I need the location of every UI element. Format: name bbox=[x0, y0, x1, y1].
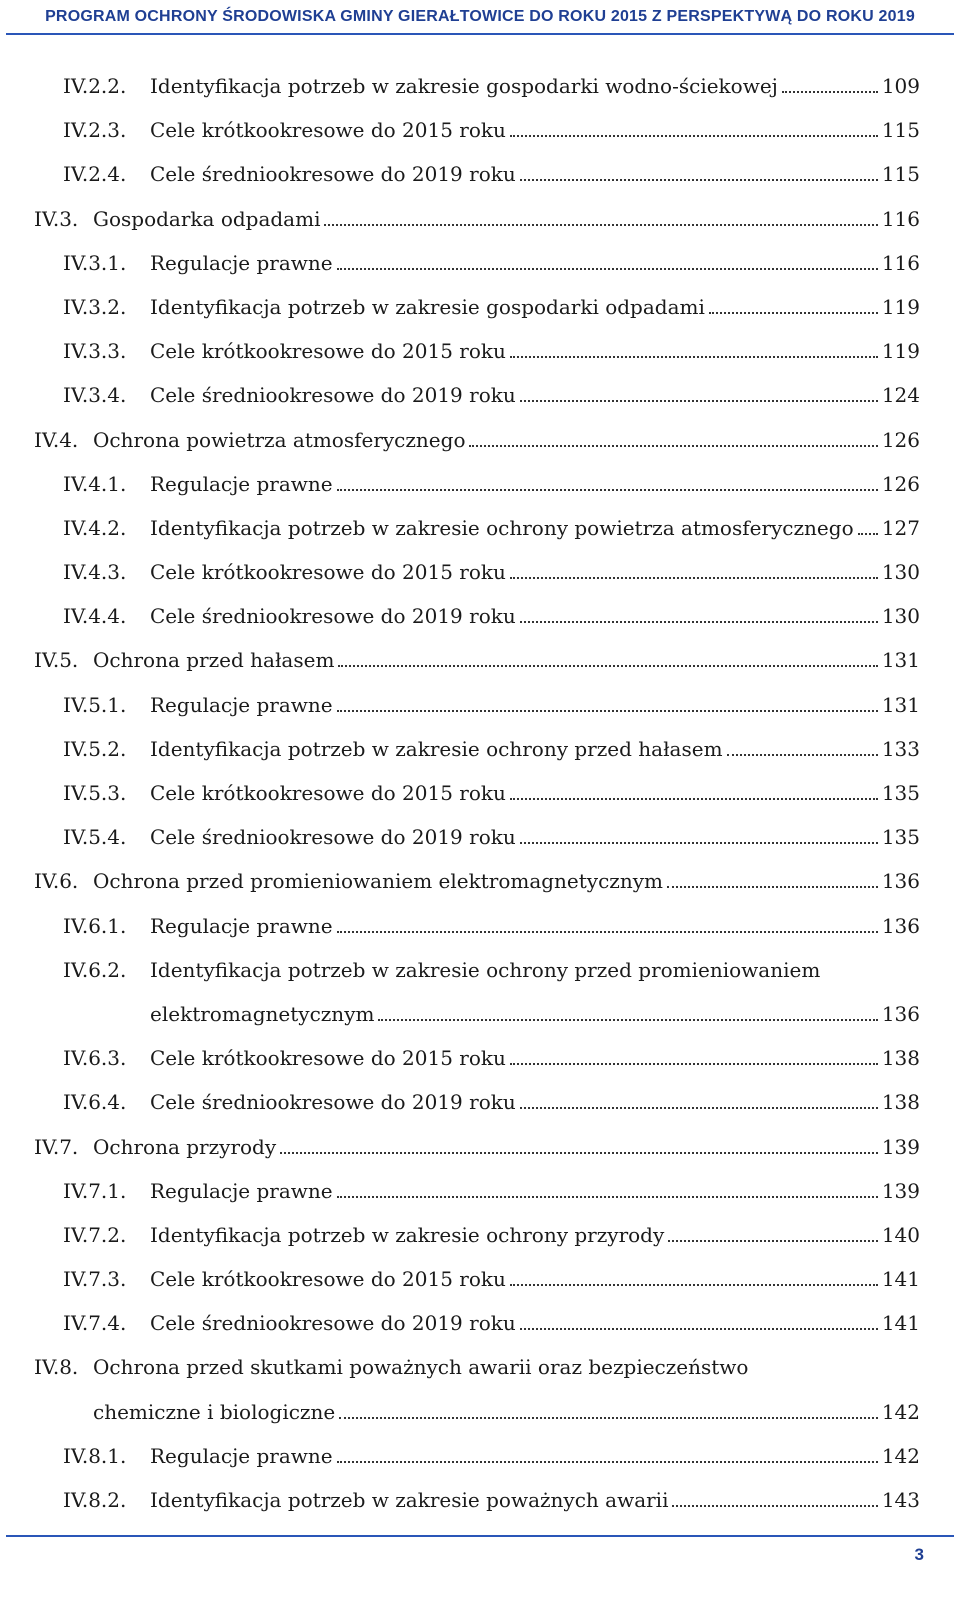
toc-entry-page: 109 bbox=[881, 74, 920, 98]
toc-entry[interactable] bbox=[0, 1219, 960, 1263]
toc-entry-title: Cele krótkookresowe do 2015 roku bbox=[150, 339, 506, 364]
toc-entry[interactable] bbox=[0, 468, 960, 512]
toc-entry[interactable] bbox=[0, 335, 960, 379]
toc-entry-number: IV.3.1. bbox=[63, 250, 127, 275]
toc-entry[interactable] bbox=[0, 1263, 960, 1307]
toc-dot-leader bbox=[520, 842, 878, 844]
toc-entry-page: 138 bbox=[881, 1046, 920, 1071]
toc-entry-page: 139 bbox=[881, 1134, 920, 1159]
toc-entry-number: IV.6.3. bbox=[63, 1046, 127, 1071]
toc-entry[interactable] bbox=[0, 600, 960, 644]
toc-dot-leader bbox=[339, 1417, 878, 1419]
toc-entry[interactable] bbox=[0, 158, 960, 202]
toc-dot-leader bbox=[510, 1284, 878, 1286]
toc-entry-title: Ochrona przed hałasem bbox=[93, 648, 335, 673]
toc-entry-title: Cele średniookresowe do 2019 roku bbox=[150, 383, 516, 408]
toc-entry-number: IV.8.1. bbox=[63, 1443, 127, 1468]
toc-entry[interactable] bbox=[0, 1175, 960, 1219]
toc-entry-title: elektromagnetycznym bbox=[150, 1001, 375, 1026]
toc-dot-leader bbox=[709, 312, 878, 314]
toc-entry-page: 116 bbox=[881, 250, 920, 275]
toc-entry-number: IV.5.3. bbox=[63, 781, 127, 805]
toc-dot-leader bbox=[337, 1461, 878, 1463]
page-number: 3 bbox=[914, 1545, 924, 1564]
toc-dot-leader bbox=[510, 1063, 878, 1065]
toc-dot-leader bbox=[337, 268, 878, 270]
toc-entry-title: Regulacje prawne bbox=[150, 471, 333, 496]
toc-entry-number: IV.3.3. bbox=[63, 339, 127, 364]
page-header bbox=[0, 0, 960, 34]
toc-entry[interactable] bbox=[0, 70, 960, 114]
toc-entry-number: IV.5.2. bbox=[63, 736, 127, 761]
toc-entry-number: IV.3. bbox=[34, 206, 79, 231]
toc-entry-title: Ochrona powietrza atmosferycznego bbox=[93, 427, 466, 452]
toc-entry[interactable] bbox=[0, 379, 960, 423]
toc-entry-page: 141 bbox=[881, 1267, 920, 1292]
toc-entry-number: IV.6. bbox=[34, 869, 79, 894]
toc-entry-number: IV.8.2. bbox=[63, 1488, 127, 1512]
toc-entry-number: IV.7.2. bbox=[63, 1222, 127, 1247]
toc-entry[interactable] bbox=[0, 644, 960, 688]
toc-entry[interactable] bbox=[0, 733, 960, 777]
toc-entry-title: Identyfikacja potrzeb w zakresie ochrony powietrza atmosferycznego bbox=[150, 515, 854, 540]
header-divider bbox=[6, 33, 954, 35]
toc-entry-title: Cele krótkookresowe do 2015 roku bbox=[150, 1046, 506, 1071]
toc-dot-leader bbox=[667, 886, 878, 888]
toc-entry-page: 119 bbox=[881, 294, 920, 319]
toc-entry[interactable] bbox=[0, 689, 960, 733]
toc-entry-page: 126 bbox=[881, 471, 920, 496]
toc-entry-number: IV.4.4. bbox=[63, 604, 127, 629]
toc-entry[interactable] bbox=[0, 865, 960, 909]
toc-entry-number: IV.4.2. bbox=[63, 515, 127, 540]
toc-entry[interactable] bbox=[0, 512, 960, 556]
toc-entry[interactable] bbox=[0, 424, 960, 468]
toc-entry-page: 142 bbox=[881, 1399, 920, 1424]
toc-entry-title: Cele krótkookresowe do 2015 roku bbox=[150, 118, 506, 143]
toc-entry-title: Cele krótkookresowe do 2015 roku bbox=[150, 560, 506, 585]
toc-dot-leader bbox=[337, 931, 878, 933]
toc-entry-title: Ochrona przyrody bbox=[93, 1134, 277, 1159]
toc-entry[interactable] bbox=[0, 1042, 960, 1086]
toc-entry-number: IV.2.4. bbox=[63, 162, 127, 187]
toc-entry-page: 131 bbox=[881, 692, 920, 717]
toc-entry[interactable] bbox=[0, 247, 960, 291]
toc-entry[interactable] bbox=[0, 556, 960, 600]
toc-entry-page: 119 bbox=[881, 339, 920, 364]
toc-entry-title: Cele krótkookresowe do 2015 roku bbox=[150, 1267, 506, 1292]
toc-dot-leader bbox=[510, 135, 878, 137]
toc-entry-number: IV.2.2. bbox=[63, 74, 127, 98]
toc-entry-title: Ochrona przed skutkami poważnych awarii oraz bezpieczeństwo bbox=[93, 1355, 749, 1380]
toc-entry-title: Regulacje prawne bbox=[150, 913, 333, 938]
toc-entry-title: Gospodarka odpadami bbox=[93, 206, 321, 231]
toc-dot-leader bbox=[520, 621, 878, 623]
toc-entry-page: 138 bbox=[881, 1090, 920, 1115]
toc-entry-page: 136 bbox=[881, 869, 920, 894]
toc-entry-number: IV.3.4. bbox=[63, 383, 127, 408]
toc-entry-number: IV.2.3. bbox=[63, 118, 127, 143]
toc-entry-number: IV.6.4. bbox=[63, 1090, 127, 1115]
toc-entry-number: IV.3.2. bbox=[63, 294, 127, 319]
toc-entry-number: IV.6.1. bbox=[63, 913, 127, 938]
toc-dot-leader bbox=[858, 533, 878, 535]
toc-entry-number: IV.5.4. bbox=[63, 825, 127, 850]
document-title: PROGRAM OCHRONY ŚRODOWISKA GMINY GIERAŁTOWICE DO ROKU 2015 Z PERSPEKTYWĄ DO ROKU 2019 bbox=[45, 8, 915, 25]
toc-entry-title: Identyfikacja potrzeb w zakresie ochrony przed promieniowaniem bbox=[150, 957, 821, 982]
toc-entry-page: 127 bbox=[881, 515, 920, 540]
toc-entry[interactable] bbox=[0, 114, 960, 158]
toc-entry-number: IV.5. bbox=[34, 648, 79, 673]
toc-entry[interactable] bbox=[0, 910, 960, 954]
toc-dot-leader bbox=[510, 798, 878, 800]
toc-entry-page: 135 bbox=[881, 781, 920, 805]
toc-entry-page: 115 bbox=[881, 118, 920, 143]
toc-dot-leader bbox=[337, 1196, 878, 1198]
toc-entry-number: IV.6.2. bbox=[63, 957, 127, 982]
toc-entry-title: Regulacje prawne bbox=[150, 692, 333, 717]
toc-entry-page: 143 bbox=[881, 1488, 920, 1512]
toc-entry[interactable] bbox=[0, 1484, 960, 1528]
toc-entry-page: 115 bbox=[881, 162, 920, 187]
toc-dot-leader bbox=[520, 1107, 878, 1109]
toc-entry[interactable] bbox=[0, 1440, 960, 1484]
toc-entry[interactable] bbox=[0, 291, 960, 335]
toc-entry-page: 133 bbox=[881, 736, 920, 761]
toc-entry-title: Identyfikacja potrzeb w zakresie poważnych awarii bbox=[150, 1488, 669, 1512]
toc-entry[interactable] bbox=[0, 1086, 960, 1130]
toc-dot-leader bbox=[520, 400, 878, 402]
toc-entry[interactable] bbox=[0, 821, 960, 865]
toc-dot-leader bbox=[520, 1328, 878, 1330]
toc-entry-title: Identyfikacja potrzeb w zakresie gospodarki wodno-ściekowej bbox=[150, 74, 778, 98]
toc-entry[interactable] bbox=[0, 954, 960, 998]
toc-dot-leader bbox=[668, 1240, 878, 1242]
toc-dot-leader bbox=[338, 665, 877, 667]
toc-entry-page: 140 bbox=[881, 1222, 920, 1247]
toc-dot-leader bbox=[280, 1152, 878, 1154]
toc-entry-page: 126 bbox=[881, 427, 920, 452]
toc-entry-number: IV.4.1. bbox=[63, 471, 127, 496]
footer-divider bbox=[6, 1535, 954, 1537]
toc-entry[interactable] bbox=[0, 1396, 960, 1440]
toc-entry-title: Cele średniookresowe do 2019 roku bbox=[150, 1311, 516, 1336]
toc-entry-page: 130 bbox=[881, 560, 920, 585]
toc-dot-leader bbox=[510, 577, 878, 579]
toc-entry-title: Regulacje prawne bbox=[150, 250, 333, 275]
toc-entry-title: Cele krótkookresowe do 2015 roku bbox=[150, 781, 506, 805]
toc-entry-page: 131 bbox=[881, 648, 920, 673]
toc-entry-title: Ochrona przed promieniowaniem elektromagnetycznym bbox=[93, 869, 663, 894]
toc-entry[interactable] bbox=[0, 1131, 960, 1175]
toc-entry-page: 116 bbox=[881, 206, 920, 231]
toc-entry-title: Identyfikacja potrzeb w zakresie gospodarki odpadami bbox=[150, 294, 705, 319]
toc-dot-leader bbox=[469, 445, 877, 447]
toc-entry-page: 124 bbox=[881, 383, 920, 408]
toc-entry-number: IV.7.1. bbox=[63, 1178, 127, 1203]
toc-entry-number: IV.7.4. bbox=[63, 1311, 127, 1336]
toc-entry[interactable] bbox=[0, 203, 960, 247]
toc-entry-title: Cele średniookresowe do 2019 roku bbox=[150, 162, 516, 187]
toc-entry-page: 136 bbox=[881, 913, 920, 938]
toc-dot-leader bbox=[510, 356, 878, 358]
toc-entry[interactable] bbox=[0, 1307, 960, 1351]
toc-entry-number: IV.5.1. bbox=[63, 692, 127, 717]
toc-entry-number: IV.7. bbox=[34, 1134, 79, 1159]
toc-entry-title: Regulacje prawne bbox=[150, 1178, 333, 1203]
toc-entry-title: Identyfikacja potrzeb w zakresie ochrony przed hałasem bbox=[150, 736, 723, 761]
toc-dot-leader bbox=[520, 179, 878, 181]
toc-entry-title: Regulacje prawne bbox=[150, 1443, 333, 1468]
toc-dot-leader bbox=[782, 91, 878, 93]
toc-entry-title: Cele średniookresowe do 2019 roku bbox=[150, 1090, 516, 1115]
toc-entry[interactable] bbox=[0, 1351, 960, 1395]
toc-entry-page: 142 bbox=[881, 1443, 920, 1468]
toc-entry-number: IV.8. bbox=[34, 1355, 79, 1380]
toc-entry-title: Identyfikacja potrzeb w zakresie ochrony przyrody bbox=[150, 1222, 665, 1247]
toc-entry-number: IV.4.3. bbox=[63, 560, 127, 585]
toc-entry[interactable] bbox=[0, 998, 960, 1042]
toc-entry-page: 141 bbox=[881, 1311, 920, 1336]
toc-dot-leader bbox=[337, 710, 878, 712]
toc-dot-leader bbox=[672, 1505, 877, 1507]
table-of-contents bbox=[0, 70, 960, 1528]
toc-entry-page: 135 bbox=[881, 825, 920, 850]
toc-dot-leader bbox=[337, 489, 878, 491]
toc-dot-leader bbox=[727, 754, 878, 756]
toc-entry-title: Cele średniookresowe do 2019 roku bbox=[150, 604, 516, 629]
toc-entry-page: 136 bbox=[881, 1001, 920, 1026]
toc-entry[interactable] bbox=[0, 777, 960, 821]
toc-entry-title: chemiczne i biologiczne bbox=[93, 1399, 336, 1424]
toc-entry-page: 139 bbox=[881, 1178, 920, 1203]
toc-entry-page: 130 bbox=[881, 604, 920, 629]
toc-dot-leader bbox=[324, 224, 877, 226]
toc-entry-number: IV.4. bbox=[34, 427, 79, 452]
toc-entry-number: IV.7.3. bbox=[63, 1267, 127, 1292]
toc-entry-title: Cele średniookresowe do 2019 roku bbox=[150, 825, 516, 850]
toc-dot-leader bbox=[378, 1019, 877, 1021]
